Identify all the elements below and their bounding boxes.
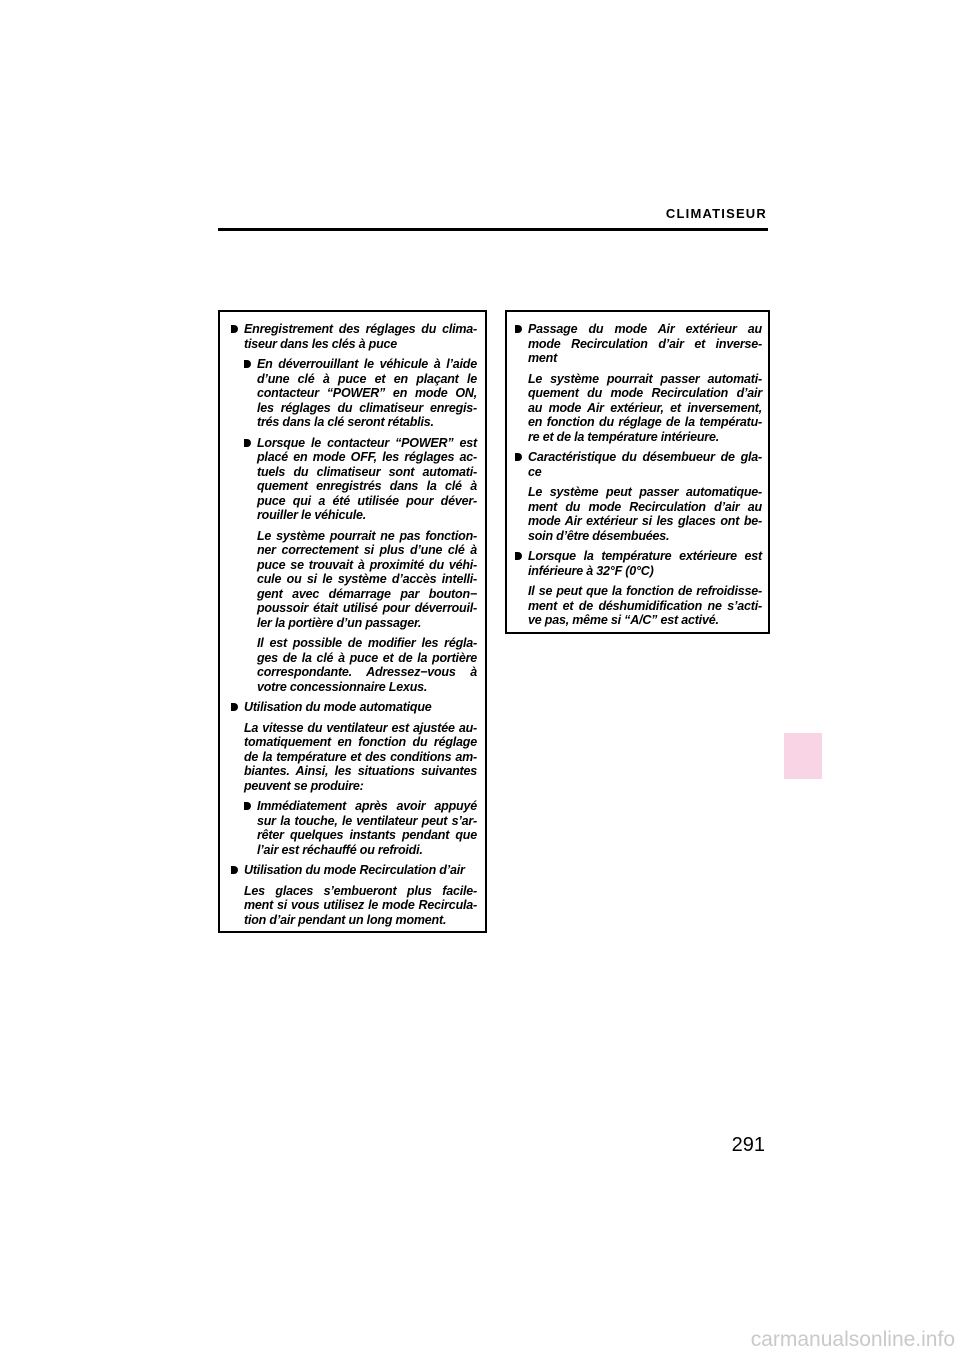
note-box-right — [505, 310, 770, 634]
bullet-icon — [231, 325, 238, 333]
text-line: placé en mode OFF, les réglages ac- — [257, 450, 477, 464]
bullet-icon — [515, 453, 522, 461]
text-line: puce qui a été utilisée pour déver- — [257, 493, 477, 508]
text-line: quement du mode Recirculation d’air — [528, 386, 762, 400]
header-rule — [218, 228, 768, 231]
text-line: ment du mode Recirculation d’air au — [528, 499, 762, 514]
bullet-item — [244, 863, 477, 878]
text-line: correspondante. Adressez−vous à — [257, 665, 477, 679]
text-line: ment si vous utilisez le mode Recircula- — [244, 898, 477, 912]
bullet-icon — [244, 802, 251, 810]
text-line: Lorsque la température extérieure est — [528, 549, 762, 563]
note-box-left — [218, 310, 487, 933]
paragraph — [257, 529, 477, 631]
text-line: Il se peut que la fonction de refroidisse- — [528, 584, 762, 598]
text-line: Utilisation du mode automatique — [244, 700, 432, 714]
text-line: mode Air extérieur si les glaces ont be- — [528, 514, 762, 528]
text-line: d’une clé à puce et en plaçant le — [257, 371, 477, 386]
text-line: ner correctement si plus d’une clé à — [257, 543, 477, 557]
text-line: Immédiatement après avoir appuyé — [257, 799, 477, 813]
text-line: ment — [528, 351, 558, 365]
paragraph — [528, 485, 762, 543]
text-line: rêter quelques instants pendant que — [257, 828, 477, 842]
text-line: re et de la température intérieure. — [528, 429, 719, 444]
bullet-item — [528, 322, 762, 366]
text-line: Le système pourrait ne pas fonction- — [257, 528, 477, 543]
text-line: Utilisation du mode Recirculation d’air — [244, 863, 465, 877]
bullet-icon — [244, 439, 251, 447]
text-line: ve pas, même si “A/C” est activé. — [528, 613, 719, 627]
paragraph — [257, 636, 477, 694]
text-line: peuvent se produire: — [244, 778, 364, 793]
bullet-icon — [515, 325, 522, 333]
paragraph — [528, 372, 762, 445]
text-line: en fonction du réglage de la températu- — [528, 415, 762, 429]
text-line: inférieure à 32°F (0°C) — [528, 563, 654, 578]
text-line: Lorsque le contacteur “POWER” est — [257, 435, 477, 450]
bullet-item — [528, 549, 762, 578]
page-number: 291 — [731, 1134, 765, 1156]
text-line: rouiller le véhicule. — [257, 508, 367, 522]
bullet-item — [244, 322, 477, 351]
text-line: au mode Air extérieur, et inversement, — [528, 400, 762, 415]
bullet-item — [257, 436, 477, 523]
bullet-icon — [231, 866, 238, 874]
text-line: Passage du mode Air extérieur au — [528, 322, 762, 336]
text-line: tion d’air pendant un long moment. — [244, 912, 447, 927]
bullet-item — [528, 450, 762, 479]
text-line: soin d’être désembuées. — [528, 528, 670, 543]
text-line: Il est possible de modifier les régla- — [257, 636, 477, 650]
section-title: CLIMATISEUR — [665, 206, 767, 221]
text-line: mode Recirculation d’air et inverse- — [528, 336, 762, 351]
text-line: poussoir était utilisé pour déverrouil- — [257, 601, 477, 615]
bullet-item — [257, 799, 477, 857]
text-line: l’air est réchauffé ou refroidi. — [257, 842, 423, 857]
text-line: Caractéristique du désembueur de gla- — [528, 450, 762, 464]
bullet-icon — [515, 552, 522, 560]
text-line: Le système pourrait passer automati- — [528, 371, 762, 386]
text-line: cule ou si le système d’accès intelli- — [257, 572, 477, 586]
text-line: tomatiquement en fonction du réglage — [244, 735, 477, 749]
bullet-item — [257, 357, 477, 430]
text-line: La vitesse du ventilateur est ajustée au- — [244, 720, 477, 735]
bullet-icon — [244, 360, 251, 368]
text-line: Le système peut passer automatique- — [528, 485, 762, 499]
text-line: ler la portière d’un passager. — [257, 615, 422, 630]
section-tab — [784, 733, 822, 779]
text-line: ges de la clé à puce et de la portière — [257, 650, 477, 665]
text-line: puce se trouvait à proximité du véhi- — [257, 557, 477, 572]
text-line: Enregistrement des réglages du clima- — [244, 322, 477, 336]
text-line: tiseur dans les clés à puce — [244, 336, 398, 351]
watermark: carmanualsonline.info — [750, 1328, 955, 1351]
paragraph — [244, 721, 477, 794]
text-line: ce — [528, 464, 542, 479]
text-line: votre concessionnaire Lexus. — [257, 679, 428, 694]
paragraph — [244, 884, 477, 928]
text-line: trés dans la clé seront rétablis. — [257, 415, 434, 429]
text-line: tuels du climatiseur sont automati- — [257, 464, 477, 479]
bullet-item — [244, 700, 477, 715]
text-line: contacteur “POWER” en mode ON, — [257, 386, 477, 400]
text-line: biantes. Ainsi, les situations suivantes — [244, 764, 477, 778]
text-line: Les glaces s’embueront plus facile- — [244, 883, 477, 898]
text-line: sur la touche, le ventilateur peut s’ar- — [257, 813, 477, 828]
bullet-icon — [231, 703, 238, 711]
text-line: de la température et des conditions am- — [244, 749, 477, 764]
text-line: ment et de déshumidification ne s’acti- — [528, 598, 762, 613]
text-line: En déverrouillant le véhicule à l’aide — [257, 357, 477, 371]
paragraph — [528, 584, 762, 628]
text-line: les réglages du climatiseur enregis- — [257, 400, 477, 415]
text-line: quement enregistrés dans la clé à — [257, 479, 477, 493]
text-line: gent avec démarrage par bouton− — [257, 586, 477, 601]
